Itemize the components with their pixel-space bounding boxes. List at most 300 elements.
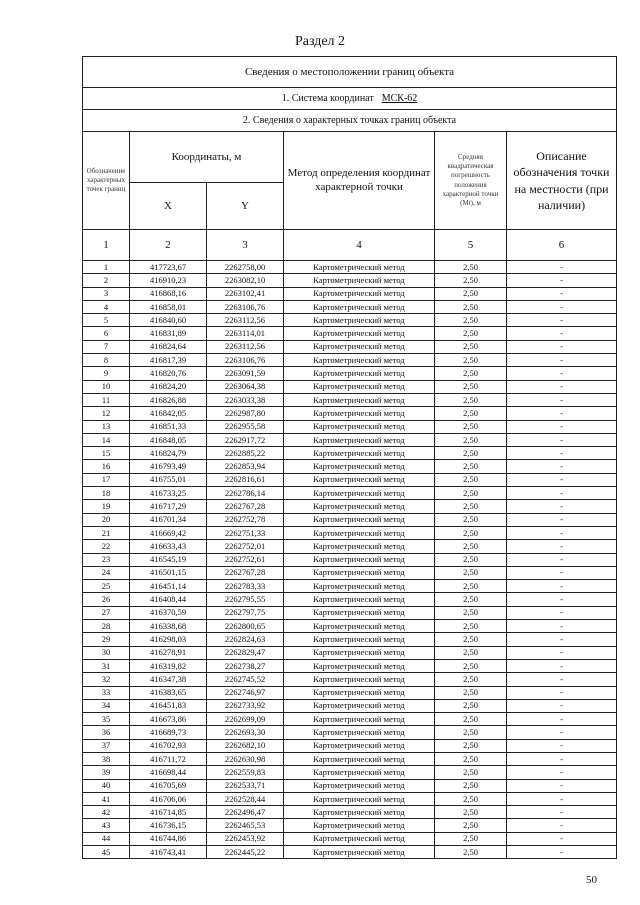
error-cell: 2,50: [435, 620, 507, 633]
table-row: [83, 314, 617, 327]
point-id-cell: 29: [83, 633, 130, 646]
description-cell: -: [507, 526, 617, 539]
x-coord-cell: 416702,93: [130, 739, 207, 752]
error-cell: 2,50: [435, 633, 507, 646]
point-id-cell: 2: [83, 274, 130, 287]
y-coord-cell: 2262752,01: [207, 540, 284, 553]
y-coord-cell: 2262533,71: [207, 779, 284, 792]
method-cell: Картометрический метод: [284, 500, 435, 513]
point-id-cell: 21: [83, 526, 130, 539]
coord-system-row: [83, 88, 617, 110]
point-id-cell: 19: [83, 500, 130, 513]
header-description: Описание обозначения точки на местности (при наличии): [507, 132, 617, 230]
description-cell: -: [507, 300, 617, 313]
method-cell: Картометрический метод: [284, 606, 435, 619]
method-cell: Картометрический метод: [284, 633, 435, 646]
method-cell: Картометрический метод: [284, 487, 435, 500]
x-coord-cell: 416824,20: [130, 380, 207, 393]
method-cell: Картометрический метод: [284, 367, 435, 380]
description-cell: -: [507, 460, 617, 473]
error-cell: 2,50: [435, 779, 507, 792]
y-coord-cell: 2262955,58: [207, 420, 284, 433]
error-cell: 2,50: [435, 659, 507, 672]
method-cell: Картометрический метод: [284, 792, 435, 805]
header-coordinates: Координаты, м: [130, 132, 284, 183]
x-coord-cell: 416858,01: [130, 300, 207, 313]
error-cell: 2,50: [435, 806, 507, 819]
error-cell: 2,50: [435, 433, 507, 446]
table-row: [83, 393, 617, 406]
points-label: 2. Сведения о характерных точках границ объекта: [83, 110, 617, 132]
method-cell: Картометрический метод: [284, 779, 435, 792]
coord-system-value: МСК-62: [381, 93, 418, 104]
method-cell: Картометрический метод: [284, 713, 435, 726]
method-cell: Картометрический метод: [284, 580, 435, 593]
y-coord-cell: 2262746,97: [207, 686, 284, 699]
method-cell: Картометрический метод: [284, 819, 435, 832]
table-row: [83, 620, 617, 633]
table-row: [83, 832, 617, 845]
x-coord-cell: 416673,86: [130, 713, 207, 726]
x-coord-cell: 416451,14: [130, 580, 207, 593]
table-row: [83, 513, 617, 526]
error-cell: 2,50: [435, 261, 507, 274]
table-row: [83, 487, 617, 500]
table-row: [83, 460, 617, 473]
method-cell: Картометрический метод: [284, 659, 435, 672]
page-number: 50: [586, 874, 597, 886]
error-cell: 2,50: [435, 473, 507, 486]
description-cell: -: [507, 686, 617, 699]
y-coord-cell: 2262767,28: [207, 566, 284, 579]
y-coord-cell: 2262853,94: [207, 460, 284, 473]
description-cell: -: [507, 580, 617, 593]
y-coord-cell: 2262816,61: [207, 473, 284, 486]
table-row: [83, 540, 617, 553]
x-coord-cell: 416370,59: [130, 606, 207, 619]
table-row: [83, 766, 617, 779]
table-row: [83, 673, 617, 686]
point-id-cell: 44: [83, 832, 130, 845]
x-coord-cell: 416868,16: [130, 287, 207, 300]
table-body: [83, 261, 617, 859]
x-coord-cell: 416824,64: [130, 340, 207, 353]
point-id-cell: 35: [83, 713, 130, 726]
column-number: 3: [207, 230, 284, 261]
error-cell: 2,50: [435, 487, 507, 500]
description-cell: -: [507, 287, 617, 300]
error-cell: 2,50: [435, 699, 507, 712]
point-id-cell: 25: [83, 580, 130, 593]
y-coord-cell: 2262797,75: [207, 606, 284, 619]
y-coord-cell: 2262800,65: [207, 620, 284, 633]
error-cell: 2,50: [435, 340, 507, 353]
description-cell: -: [507, 766, 617, 779]
point-id-cell: 42: [83, 806, 130, 819]
coord-system-label: 1. Система координат: [281, 93, 374, 104]
point-id-cell: 45: [83, 846, 130, 859]
y-coord-cell: 2262752,61: [207, 553, 284, 566]
y-coord-cell: 2262829,47: [207, 646, 284, 659]
description-cell: -: [507, 792, 617, 805]
point-id-cell: 39: [83, 766, 130, 779]
description-cell: -: [507, 819, 617, 832]
x-coord-cell: 416848,05: [130, 433, 207, 446]
point-id-cell: 6: [83, 327, 130, 340]
x-coord-cell: 416706,06: [130, 792, 207, 805]
description-cell: -: [507, 713, 617, 726]
point-id-cell: 15: [83, 447, 130, 460]
method-cell: Картометрический метод: [284, 473, 435, 486]
table-row: [83, 566, 617, 579]
table-title: Сведения о местоположении границ объекта: [83, 57, 617, 88]
y-coord-cell: 2263112,56: [207, 340, 284, 353]
y-coord-cell: 2262733,92: [207, 699, 284, 712]
table-row: [83, 447, 617, 460]
description-cell: -: [507, 500, 617, 513]
y-coord-cell: 2262496,47: [207, 806, 284, 819]
error-cell: 2,50: [435, 686, 507, 699]
point-id-cell: 20: [83, 513, 130, 526]
method-cell: Картометрический метод: [284, 433, 435, 446]
table-row: [83, 526, 617, 539]
x-coord-cell: 416824,79: [130, 447, 207, 460]
x-coord-cell: 416831,89: [130, 327, 207, 340]
y-coord-cell: 2262465,53: [207, 819, 284, 832]
table-row: [83, 792, 617, 805]
x-coord-cell: 416451,83: [130, 699, 207, 712]
point-id-cell: 16: [83, 460, 130, 473]
description-cell: -: [507, 593, 617, 606]
y-coord-cell: 2262795,55: [207, 593, 284, 606]
y-coord-cell: 2263082,10: [207, 274, 284, 287]
table-row: [83, 354, 617, 367]
point-id-cell: 34: [83, 699, 130, 712]
method-cell: Картометрический метод: [284, 686, 435, 699]
point-id-cell: 28: [83, 620, 130, 633]
x-coord-cell: 416733,25: [130, 487, 207, 500]
x-coord-cell: 416545,19: [130, 553, 207, 566]
column-number: 1: [83, 230, 130, 261]
point-id-cell: 7: [83, 340, 130, 353]
y-coord-cell: 2262559,83: [207, 766, 284, 779]
method-cell: Картометрический метод: [284, 513, 435, 526]
y-coord-cell: 2263114,01: [207, 327, 284, 340]
y-coord-cell: 2262786,14: [207, 487, 284, 500]
error-cell: 2,50: [435, 673, 507, 686]
table-row: [83, 593, 617, 606]
table-row: [83, 819, 617, 832]
table-row: [83, 659, 617, 672]
method-cell: Картометрический метод: [284, 832, 435, 845]
description-cell: -: [507, 314, 617, 327]
error-cell: 2,50: [435, 846, 507, 859]
method-cell: Картометрический метод: [284, 354, 435, 367]
error-cell: 2,50: [435, 393, 507, 406]
description-cell: -: [507, 752, 617, 765]
method-cell: Картометрический метод: [284, 526, 435, 539]
y-coord-cell: 2263064,38: [207, 380, 284, 393]
table-row: [83, 433, 617, 446]
y-coord-cell: 2262699,09: [207, 713, 284, 726]
x-coord-cell: 416669,42: [130, 526, 207, 539]
description-cell: -: [507, 261, 617, 274]
error-cell: 2,50: [435, 526, 507, 539]
y-coord-cell: 2263106,76: [207, 300, 284, 313]
point-id-cell: 37: [83, 739, 130, 752]
description-cell: -: [507, 407, 617, 420]
description-cell: -: [507, 420, 617, 433]
column-number: 6: [507, 230, 617, 261]
y-coord-cell: 2263033,38: [207, 393, 284, 406]
table-row: [83, 726, 617, 739]
x-coord-cell: 416817,39: [130, 354, 207, 367]
x-coord-cell: 416383,65: [130, 686, 207, 699]
table-row: [83, 407, 617, 420]
method-cell: Картометрический метод: [284, 846, 435, 859]
header-designation: Обозначение характерных точек границ: [83, 132, 130, 230]
description-cell: -: [507, 553, 617, 566]
table-row: [83, 420, 617, 433]
description-cell: -: [507, 487, 617, 500]
y-coord-cell: 2262630,98: [207, 752, 284, 765]
description-cell: -: [507, 380, 617, 393]
x-coord-cell: 416755,01: [130, 473, 207, 486]
error-cell: 2,50: [435, 447, 507, 460]
point-id-cell: 9: [83, 367, 130, 380]
error-cell: 2,50: [435, 314, 507, 327]
header-method: Метод определения координат характерной точки: [284, 132, 435, 230]
x-coord-cell: 416820,76: [130, 367, 207, 380]
x-coord-cell: 416408,44: [130, 593, 207, 606]
method-cell: Картометрический метод: [284, 407, 435, 420]
description-cell: -: [507, 779, 617, 792]
y-coord-cell: 2262528,44: [207, 792, 284, 805]
error-cell: 2,50: [435, 327, 507, 340]
boundary-table: [82, 56, 617, 859]
description-cell: -: [507, 646, 617, 659]
method-cell: Картометрический метод: [284, 673, 435, 686]
x-coord-cell: 416717,29: [130, 500, 207, 513]
point-id-cell: 23: [83, 553, 130, 566]
point-id-cell: 43: [83, 819, 130, 832]
error-cell: 2,50: [435, 354, 507, 367]
description-cell: -: [507, 367, 617, 380]
table-row: [83, 633, 617, 646]
error-cell: 2,50: [435, 739, 507, 752]
error-cell: 2,50: [435, 580, 507, 593]
point-id-cell: 8: [83, 354, 130, 367]
x-coord-cell: 417723,67: [130, 261, 207, 274]
method-cell: Картометрический метод: [284, 420, 435, 433]
x-coord-cell: 416698,44: [130, 766, 207, 779]
description-cell: -: [507, 726, 617, 739]
x-coord-cell: 416701,34: [130, 513, 207, 526]
x-coord-cell: 416705,69: [130, 779, 207, 792]
description-cell: -: [507, 274, 617, 287]
description-cell: -: [507, 327, 617, 340]
description-cell: -: [507, 620, 617, 633]
description-cell: -: [507, 354, 617, 367]
method-cell: Картометрический метод: [284, 752, 435, 765]
y-coord-cell: 2262917,72: [207, 433, 284, 446]
y-coord-cell: 2262987,80: [207, 407, 284, 420]
description-cell: -: [507, 473, 617, 486]
error-cell: 2,50: [435, 726, 507, 739]
x-coord-cell: 416736,15: [130, 819, 207, 832]
x-coord-cell: 416338,68: [130, 620, 207, 633]
y-coord-cell: 2263106,76: [207, 354, 284, 367]
error-cell: 2,50: [435, 420, 507, 433]
method-cell: Картометрический метод: [284, 699, 435, 712]
error-cell: 2,50: [435, 540, 507, 553]
error-cell: 2,50: [435, 367, 507, 380]
description-cell: -: [507, 433, 617, 446]
description-cell: -: [507, 447, 617, 460]
point-id-cell: 22: [83, 540, 130, 553]
column-number: 2: [130, 230, 207, 261]
section-title: Раздел 2: [294, 34, 346, 49]
error-cell: 2,50: [435, 380, 507, 393]
table-row: [83, 340, 617, 353]
error-cell: 2,50: [435, 713, 507, 726]
method-cell: Картометрический метод: [284, 620, 435, 633]
method-cell: Картометрический метод: [284, 393, 435, 406]
x-coord-cell: 416744,86: [130, 832, 207, 845]
table-row: [83, 713, 617, 726]
y-coord-cell: 2262885,22: [207, 447, 284, 460]
description-cell: -: [507, 340, 617, 353]
y-coord-cell: 2262445,22: [207, 846, 284, 859]
table-row: [83, 580, 617, 593]
method-cell: Картометрический метод: [284, 447, 435, 460]
error-cell: 2,50: [435, 300, 507, 313]
method-cell: Картометрический метод: [284, 739, 435, 752]
y-coord-cell: 2262767,28: [207, 500, 284, 513]
header-error: Средняя квадратическая погрешность положения характерной точки (Mt), м: [435, 132, 507, 230]
y-coord-cell: 2262745,52: [207, 673, 284, 686]
x-coord-cell: 416910,23: [130, 274, 207, 287]
error-cell: 2,50: [435, 646, 507, 659]
point-id-cell: 38: [83, 752, 130, 765]
method-cell: Картометрический метод: [284, 766, 435, 779]
method-cell: Картометрический метод: [284, 380, 435, 393]
table-row: [83, 300, 617, 313]
x-coord-cell: 416501,15: [130, 566, 207, 579]
error-cell: 2,50: [435, 766, 507, 779]
description-cell: -: [507, 806, 617, 819]
x-coord-cell: 416743,41: [130, 846, 207, 859]
description-cell: -: [507, 513, 617, 526]
point-id-cell: 31: [83, 659, 130, 672]
point-id-cell: 32: [83, 673, 130, 686]
table-row: [83, 699, 617, 712]
error-cell: 2,50: [435, 274, 507, 287]
point-id-cell: 30: [83, 646, 130, 659]
point-id-cell: 1: [83, 261, 130, 274]
table-row: [83, 806, 617, 819]
error-cell: 2,50: [435, 819, 507, 832]
y-coord-cell: 2262783,33: [207, 580, 284, 593]
point-id-cell: 4: [83, 300, 130, 313]
table-row: [83, 779, 617, 792]
y-coord-cell: 2262453,92: [207, 832, 284, 845]
table-row: [83, 327, 617, 340]
y-coord-cell: 2263091,59: [207, 367, 284, 380]
point-id-cell: 36: [83, 726, 130, 739]
table-row: [83, 287, 617, 300]
x-coord-cell: 416319,82: [130, 659, 207, 672]
error-cell: 2,50: [435, 792, 507, 805]
method-cell: Картометрический метод: [284, 274, 435, 287]
description-cell: -: [507, 393, 617, 406]
description-cell: -: [507, 633, 617, 646]
table-row: [83, 380, 617, 393]
point-id-cell: 12: [83, 407, 130, 420]
method-cell: Картометрический метод: [284, 646, 435, 659]
y-coord-cell: 2262738,27: [207, 659, 284, 672]
method-cell: Картометрический метод: [284, 566, 435, 579]
error-cell: 2,50: [435, 832, 507, 845]
point-id-cell: 3: [83, 287, 130, 300]
description-cell: -: [507, 832, 617, 845]
method-cell: Картометрический метод: [284, 593, 435, 606]
table-row: [83, 846, 617, 859]
description-cell: -: [507, 606, 617, 619]
description-cell: -: [507, 846, 617, 859]
column-number: 5: [435, 230, 507, 261]
table-row: [83, 606, 617, 619]
method-cell: Картометрический метод: [284, 726, 435, 739]
column-number: 4: [284, 230, 435, 261]
error-cell: 2,50: [435, 513, 507, 526]
point-id-cell: 33: [83, 686, 130, 699]
method-cell: Картометрический метод: [284, 287, 435, 300]
error-cell: 2,50: [435, 407, 507, 420]
method-cell: Картометрический метод: [284, 460, 435, 473]
x-coord-cell: 416851,33: [130, 420, 207, 433]
description-cell: -: [507, 540, 617, 553]
y-coord-cell: 2262824,63: [207, 633, 284, 646]
point-id-cell: 40: [83, 779, 130, 792]
method-cell: Картометрический метод: [284, 340, 435, 353]
x-coord-cell: 416711,72: [130, 752, 207, 765]
table-row: [83, 473, 617, 486]
x-coord-cell: 416714,85: [130, 806, 207, 819]
header-x: X: [130, 183, 207, 230]
point-id-cell: 17: [83, 473, 130, 486]
error-cell: 2,50: [435, 553, 507, 566]
point-id-cell: 18: [83, 487, 130, 500]
x-coord-cell: 416793,49: [130, 460, 207, 473]
y-coord-cell: 2262751,33: [207, 526, 284, 539]
error-cell: 2,50: [435, 287, 507, 300]
header-y: Y: [207, 183, 284, 230]
x-coord-cell: 416278,91: [130, 646, 207, 659]
error-cell: 2,50: [435, 606, 507, 619]
point-id-cell: 13: [83, 420, 130, 433]
method-cell: Картометрический метод: [284, 261, 435, 274]
x-coord-cell: 416840,60: [130, 314, 207, 327]
error-cell: 2,50: [435, 593, 507, 606]
method-cell: Картометрический метод: [284, 300, 435, 313]
method-cell: Картометрический метод: [284, 540, 435, 553]
point-id-cell: 10: [83, 380, 130, 393]
table-row: [83, 500, 617, 513]
error-cell: 2,50: [435, 460, 507, 473]
description-cell: -: [507, 566, 617, 579]
point-id-cell: 14: [83, 433, 130, 446]
